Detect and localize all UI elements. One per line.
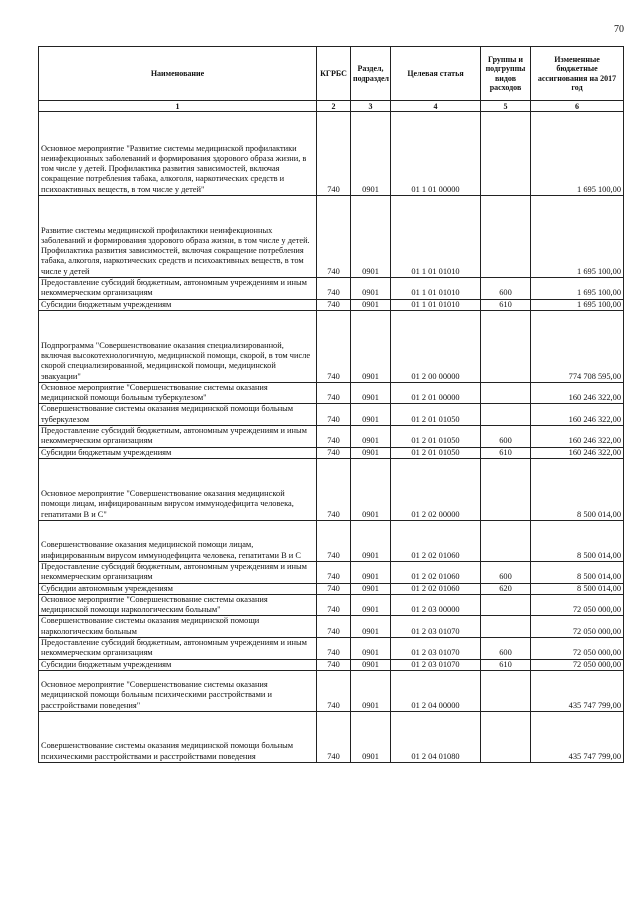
cell-group <box>481 196 531 278</box>
cell-name: Предоставление субсидий бюджетным, автономным учреждениям и иным некоммерческим организациям <box>39 561 317 583</box>
cell-group: 600 <box>481 561 531 583</box>
cell-group <box>481 670 531 711</box>
cell-section: 0901 <box>351 458 391 520</box>
cell-ktrbs: 740 <box>317 382 351 404</box>
cell-group <box>481 616 531 638</box>
cell-article: 01 1 01 00000 <box>391 112 481 196</box>
cell-section: 0901 <box>351 447 391 458</box>
cell-group: 600 <box>481 278 531 300</box>
cell-name: Основное мероприятие "Развитие системы медицинской профилактики неинфекционных заболеваний и формирования здорового образа жизни, в том числе у детей. Профилактика развития зависимостей, включая сокращение потребления табака, алкоголя, наркотических средств и психоактивных веществ, в том числе у детей" <box>39 112 317 196</box>
cell-ktrbs: 740 <box>317 659 351 670</box>
header-row <box>39 47 624 101</box>
cell-amount: 160 246 322,00 <box>531 426 624 448</box>
cell-group: 610 <box>481 299 531 310</box>
header-number: 1 <box>39 101 317 112</box>
cell-article: 01 2 01 01050 <box>391 447 481 458</box>
table-row <box>39 382 624 404</box>
cell-group: 610 <box>481 447 531 458</box>
cell-article: 01 2 01 01050 <box>391 426 481 448</box>
header-groups: Группы и подгруппы видов расходов <box>481 47 531 101</box>
cell-group <box>481 112 531 196</box>
cell-name: Основное мероприятие "Совершенствование оказания медицинской помощи лицам, инфицированным вирусом иммунодефицита человека, гепатитами В и С" <box>39 458 317 520</box>
cell-name: Совершенствование оказания медицинской помощи лицам, инфицированным вирусом иммунодефицита человека, гепатитами В и С <box>39 520 317 561</box>
cell-article: 01 1 01 01010 <box>391 196 481 278</box>
table-row <box>39 278 624 300</box>
cell-section: 0901 <box>351 299 391 310</box>
cell-ktrbs: 740 <box>317 583 351 594</box>
cell-amount: 72 050 000,00 <box>531 616 624 638</box>
cell-name: Предоставление субсидий бюджетным, автономным учреждениям и иным некоммерческим организациям <box>39 638 317 660</box>
cell-name: Совершенствование системы оказания медицинской помощи больным психическими расстройствами и расстройствами поведения <box>39 711 317 762</box>
cell-name: Развитие системы медицинской профилактики неинфекционных заболеваний и формирования здорового образа жизни, в том числе у детей. Профилактика развития зависимостей, включая сокращение потребления табака, алкоголя, наркотических средств и психоактивных веществ, в том числе у детей <box>39 196 317 278</box>
cell-section: 0901 <box>351 196 391 278</box>
cell-group <box>481 382 531 404</box>
cell-group <box>481 310 531 382</box>
cell-amount: 160 246 322,00 <box>531 404 624 426</box>
cell-section: 0901 <box>351 616 391 638</box>
cell-section: 0901 <box>351 583 391 594</box>
cell-article: 01 2 03 01070 <box>391 616 481 638</box>
cell-ktrbs: 740 <box>317 458 351 520</box>
header-ktrbs: КГРБС <box>317 47 351 101</box>
table-row <box>39 196 624 278</box>
cell-amount: 72 050 000,00 <box>531 594 624 616</box>
cell-article: 01 1 01 01010 <box>391 299 481 310</box>
header-number: 4 <box>391 101 481 112</box>
cell-amount: 435 747 799,00 <box>531 711 624 762</box>
cell-amount: 160 246 322,00 <box>531 382 624 404</box>
cell-section: 0901 <box>351 638 391 660</box>
table-row <box>39 616 624 638</box>
cell-section: 0901 <box>351 670 391 711</box>
cell-ktrbs: 740 <box>317 404 351 426</box>
header-number: 5 <box>481 101 531 112</box>
cell-article: 01 2 02 01060 <box>391 583 481 594</box>
cell-ktrbs: 740 <box>317 711 351 762</box>
cell-name: Субсидии автономным учреждениям <box>39 583 317 594</box>
cell-amount: 72 050 000,00 <box>531 659 624 670</box>
cell-ktrbs: 740 <box>317 299 351 310</box>
cell-ktrbs: 740 <box>317 561 351 583</box>
table-row <box>39 670 624 711</box>
cell-ktrbs: 740 <box>317 447 351 458</box>
cell-name: Предоставление субсидий бюджетным, автономным учреждениям и иным некоммерческим организациям <box>39 426 317 448</box>
cell-group <box>481 404 531 426</box>
cell-section: 0901 <box>351 711 391 762</box>
cell-ktrbs: 740 <box>317 112 351 196</box>
cell-name: Подпрограмма "Совершенствование оказания специализированной, включая высокотехнологичную, медицинской помощи, скорой, в том числе скорой специализированной, медицинской помощи, медицинской эвакуации" <box>39 310 317 382</box>
table-row <box>39 638 624 660</box>
table-row <box>39 112 624 196</box>
cell-section: 0901 <box>351 594 391 616</box>
cell-amount: 8 500 014,00 <box>531 583 624 594</box>
header-number: 2 <box>317 101 351 112</box>
cell-group <box>481 594 531 616</box>
cell-amount: 1 695 100,00 <box>531 299 624 310</box>
cell-name: Основное мероприятие "Совершенствование системы оказания медицинской помощи больным туберкулезом" <box>39 382 317 404</box>
table-row <box>39 458 624 520</box>
cell-name: Субсидии бюджетным учреждениям <box>39 659 317 670</box>
cell-name: Основное мероприятие "Совершенствование системы оказания медицинской помощи наркологическим больным" <box>39 594 317 616</box>
cell-amount: 1 695 100,00 <box>531 278 624 300</box>
cell-ktrbs: 740 <box>317 616 351 638</box>
table-row <box>39 404 624 426</box>
cell-name: Совершенствование системы оказания медицинской помощи наркологическим больным <box>39 616 317 638</box>
table-row <box>39 447 624 458</box>
cell-section: 0901 <box>351 404 391 426</box>
cell-section: 0901 <box>351 278 391 300</box>
cell-section: 0901 <box>351 659 391 670</box>
cell-article: 01 2 04 01080 <box>391 711 481 762</box>
cell-amount: 8 500 014,00 <box>531 458 624 520</box>
cell-section: 0901 <box>351 561 391 583</box>
cell-group: 600 <box>481 426 531 448</box>
budget-table <box>38 46 624 763</box>
table-row <box>39 711 624 762</box>
cell-ktrbs: 740 <box>317 520 351 561</box>
cell-ktrbs: 740 <box>317 426 351 448</box>
header-name: Наименование <box>39 47 317 101</box>
header-numbers-row <box>39 101 624 112</box>
table-row <box>39 426 624 448</box>
cell-group: 620 <box>481 583 531 594</box>
table-row <box>39 310 624 382</box>
header-section: Раздел, подраздел <box>351 47 391 101</box>
cell-section: 0901 <box>351 382 391 404</box>
table-row <box>39 299 624 310</box>
header-number: 6 <box>531 101 624 112</box>
cell-amount: 72 050 000,00 <box>531 638 624 660</box>
cell-group <box>481 520 531 561</box>
cell-article: 01 2 02 01060 <box>391 520 481 561</box>
cell-section: 0901 <box>351 112 391 196</box>
cell-name: Субсидии бюджетным учреждениям <box>39 299 317 310</box>
cell-ktrbs: 740 <box>317 196 351 278</box>
cell-section: 0901 <box>351 520 391 561</box>
cell-amount: 1 695 100,00 <box>531 196 624 278</box>
cell-group <box>481 458 531 520</box>
cell-group: 600 <box>481 638 531 660</box>
cell-amount: 160 246 322,00 <box>531 447 624 458</box>
cell-group <box>481 711 531 762</box>
cell-ktrbs: 740 <box>317 310 351 382</box>
cell-ktrbs: 740 <box>317 638 351 660</box>
cell-ktrbs: 740 <box>317 278 351 300</box>
cell-amount: 1 695 100,00 <box>531 112 624 196</box>
cell-amount: 435 747 799,00 <box>531 670 624 711</box>
table-row <box>39 659 624 670</box>
cell-article: 01 2 01 01050 <box>391 404 481 426</box>
cell-ktrbs: 740 <box>317 670 351 711</box>
cell-article: 01 2 03 01070 <box>391 638 481 660</box>
header-amount: Измененные бюджетные ассигнования на 2017 год <box>531 47 624 101</box>
cell-name: Субсидии бюджетным учреждениям <box>39 447 317 458</box>
cell-article: 01 2 01 00000 <box>391 382 481 404</box>
cell-group: 610 <box>481 659 531 670</box>
cell-article: 01 2 02 01060 <box>391 561 481 583</box>
cell-amount: 8 500 014,00 <box>531 561 624 583</box>
cell-article: 01 2 04 00000 <box>391 670 481 711</box>
cell-name: Совершенствование системы оказания медицинской помощи больным туберкулезом <box>39 404 317 426</box>
page-number: 70 <box>614 24 624 35</box>
cell-article: 01 2 03 00000 <box>391 594 481 616</box>
cell-amount: 774 708 595,00 <box>531 310 624 382</box>
cell-section: 0901 <box>351 426 391 448</box>
cell-article: 01 2 02 00000 <box>391 458 481 520</box>
cell-amount: 8 500 014,00 <box>531 520 624 561</box>
cell-article: 01 2 03 01070 <box>391 659 481 670</box>
cell-name: Основное мероприятие "Совершенствование системы оказания медицинской помощи больным психическими расстройствами и расстройствами поведения" <box>39 670 317 711</box>
cell-article: 01 2 00 00000 <box>391 310 481 382</box>
cell-article: 01 1 01 01010 <box>391 278 481 300</box>
header-article: Целевая статья <box>391 47 481 101</box>
table-row <box>39 594 624 616</box>
cell-section: 0901 <box>351 310 391 382</box>
table-row <box>39 583 624 594</box>
cell-name: Предоставление субсидий бюджетным, автономным учреждениям и иным некоммерческим организациям <box>39 278 317 300</box>
table-row <box>39 561 624 583</box>
header-number: 3 <box>351 101 391 112</box>
cell-ktrbs: 740 <box>317 594 351 616</box>
table-row <box>39 520 624 561</box>
